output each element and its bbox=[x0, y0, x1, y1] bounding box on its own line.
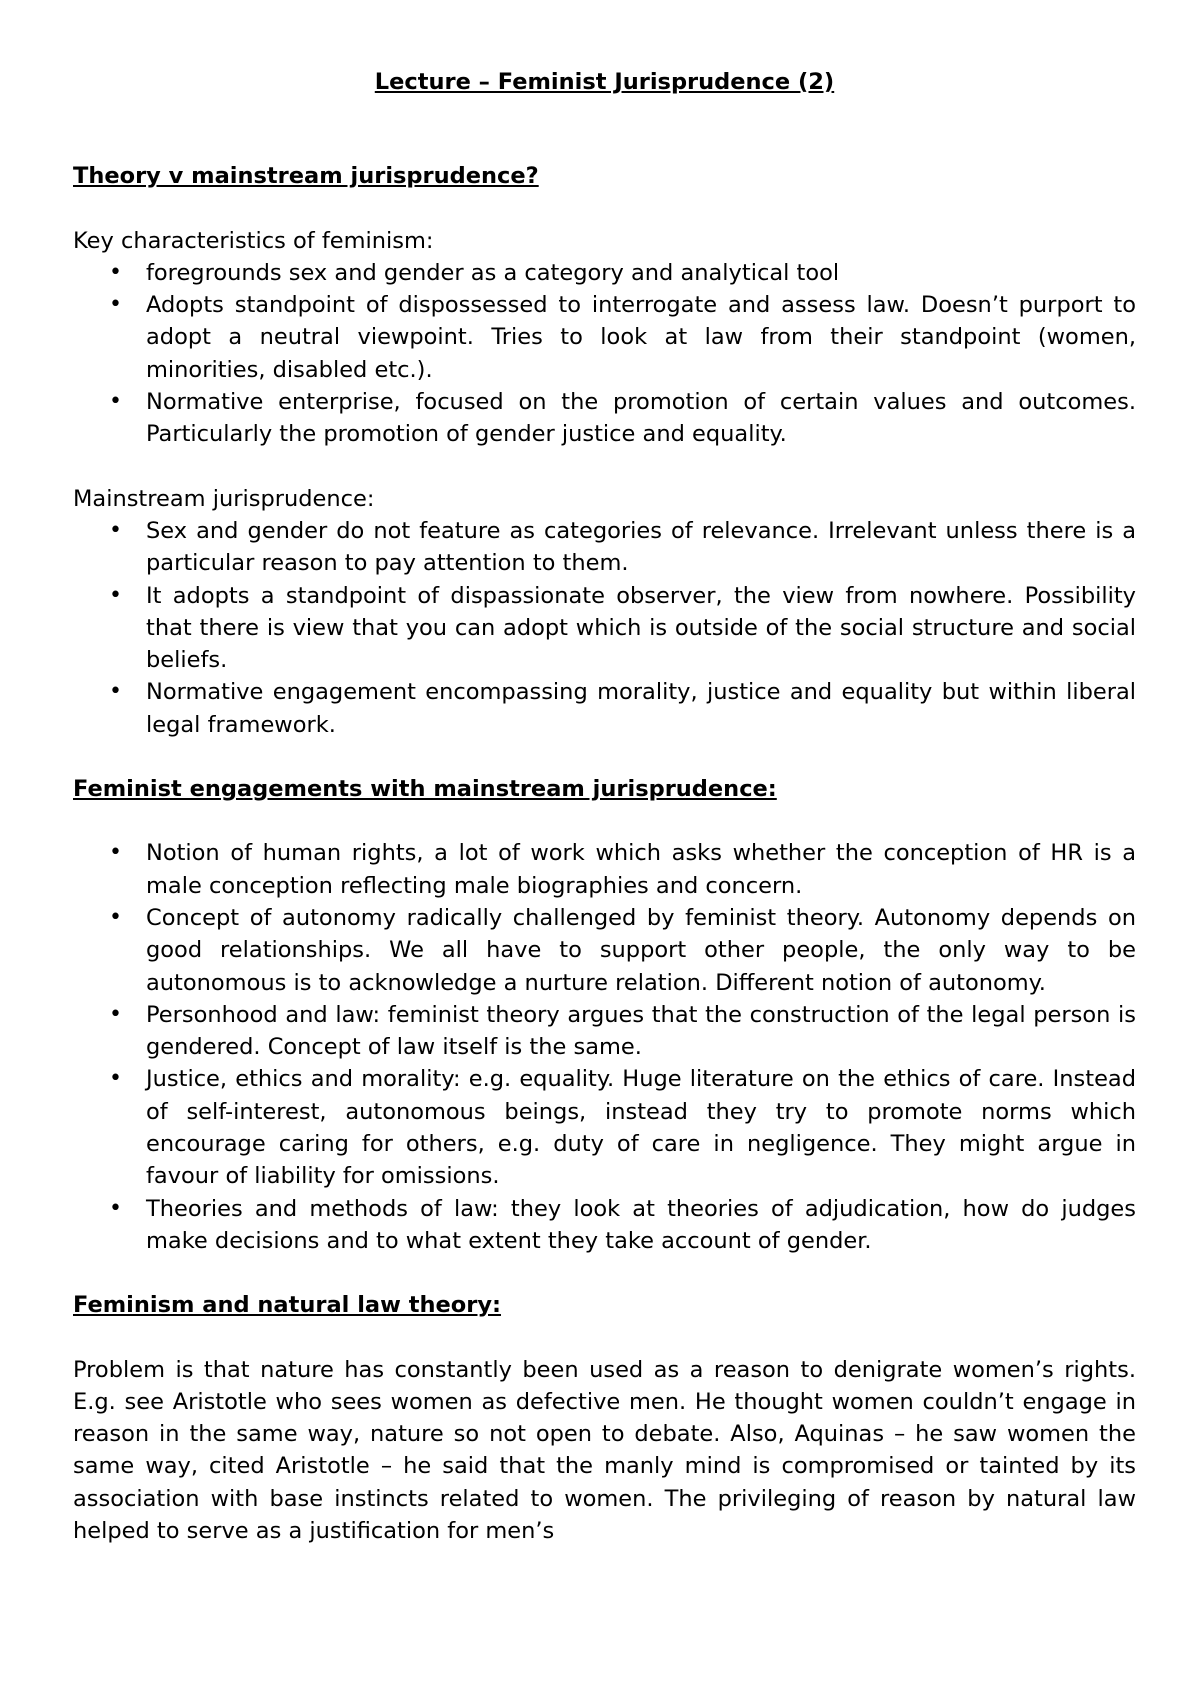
list-item: • It adopts a standpoint of dispassionate observer, the view from nowhere. Possibility that there is view that you can adopt which is outside of the social structure and social beliefs. bbox=[73, 580, 1136, 677]
bullet-icon: • bbox=[109, 679, 122, 705]
mainstream-characteristics-list bbox=[73, 515, 1136, 741]
engagements-list bbox=[73, 837, 1136, 1257]
list-item: • Normative engagement encompassing morality, justice and equality but within liberal legal framework. bbox=[73, 676, 1136, 741]
feminism-intro: Key characteristics of feminism: bbox=[73, 227, 434, 254]
list-item: • foregrounds sex and gender as a category and analytical tool bbox=[73, 257, 1136, 289]
bullet-icon: • bbox=[109, 904, 122, 930]
bullet-icon: • bbox=[109, 582, 122, 608]
bullet-icon: • bbox=[109, 259, 122, 285]
section-heading-natural-law: Feminism and natural law theory: bbox=[73, 1292, 501, 1319]
bullet-icon: • bbox=[109, 1195, 122, 1221]
list-item: • Normative enterprise, focused on the promotion of certain values and outcomes. Particularly the promotion of gender justice and equality. bbox=[73, 386, 1136, 451]
document-page bbox=[73, 66, 1136, 1547]
mainstream-intro: Mainstream jurisprudence: bbox=[73, 485, 375, 512]
natural-law-paragraph: Problem is that nature has constantly been used as a reason to denigrate women’s rights. E.g. see Aristotle who sees women as defective men. He thought women couldn’t engage in reason in the same way, nature so not open to debate. Also, Aquinas – he saw women the same way, cited Aristotle – he said that the manly mind is compromised or tainted by its association with base instincts related to women. The privileging of reason by natural law helped to serve as a justification for men’s bbox=[73, 1356, 1136, 1544]
bullet-icon: • bbox=[109, 1001, 122, 1027]
bullet-icon: • bbox=[109, 840, 122, 866]
feminism-characteristics-list bbox=[73, 257, 1136, 451]
list-item: • Concept of autonomy radically challenged by feminist theory. Autonomy depends on good relationships. We all have to support other people, the only way to be autonomous is to acknowledge a nurture relation. Different notion of autonomy. bbox=[73, 902, 1136, 999]
list-item: • Justice, ethics and morality: e.g. equality. Huge literature on the ethics of care. Instead of self-interest, autonomous beings, instead they try to promote norms which encourage caring for others, e.g. duty of care in negligence. They might argue in favour of liability for omissions. bbox=[73, 1063, 1136, 1192]
list-item: • Sex and gender do not feature as categories of relevance. Irrelevant unless there is a particular reason to pay attention to them. bbox=[73, 515, 1136, 580]
bullet-icon: • bbox=[109, 389, 122, 415]
section-heading-theory: Theory v mainstream jurisprudence? bbox=[73, 163, 539, 190]
section-heading-engagements: Feminist engagements with mainstream jurisprudence: bbox=[73, 776, 777, 803]
list-item: • Theories and methods of law: they look at theories of adjudication, how do judges make decisions and to what extent they take account of gender. bbox=[73, 1193, 1136, 1258]
bullet-icon: • bbox=[109, 1066, 122, 1092]
list-item: • Personhood and law: feminist theory argues that the construction of the legal person is gendered. Concept of law itself is the same. bbox=[73, 999, 1136, 1064]
document-title: Lecture – Feminist Jurisprudence (2) bbox=[374, 69, 835, 95]
list-item: • Notion of human rights, a lot of work which asks whether the conception of HR is a male conception reflecting male biographies and concern. bbox=[73, 837, 1136, 902]
bullet-icon: • bbox=[109, 517, 122, 543]
list-item: • Adopts standpoint of dispossessed to interrogate and assess law. Doesn’t purport to adopt a neutral viewpoint. Tries to look at law from their standpoint (women, minorities, disabled etc.). bbox=[73, 289, 1136, 386]
bullet-icon: • bbox=[109, 292, 122, 318]
